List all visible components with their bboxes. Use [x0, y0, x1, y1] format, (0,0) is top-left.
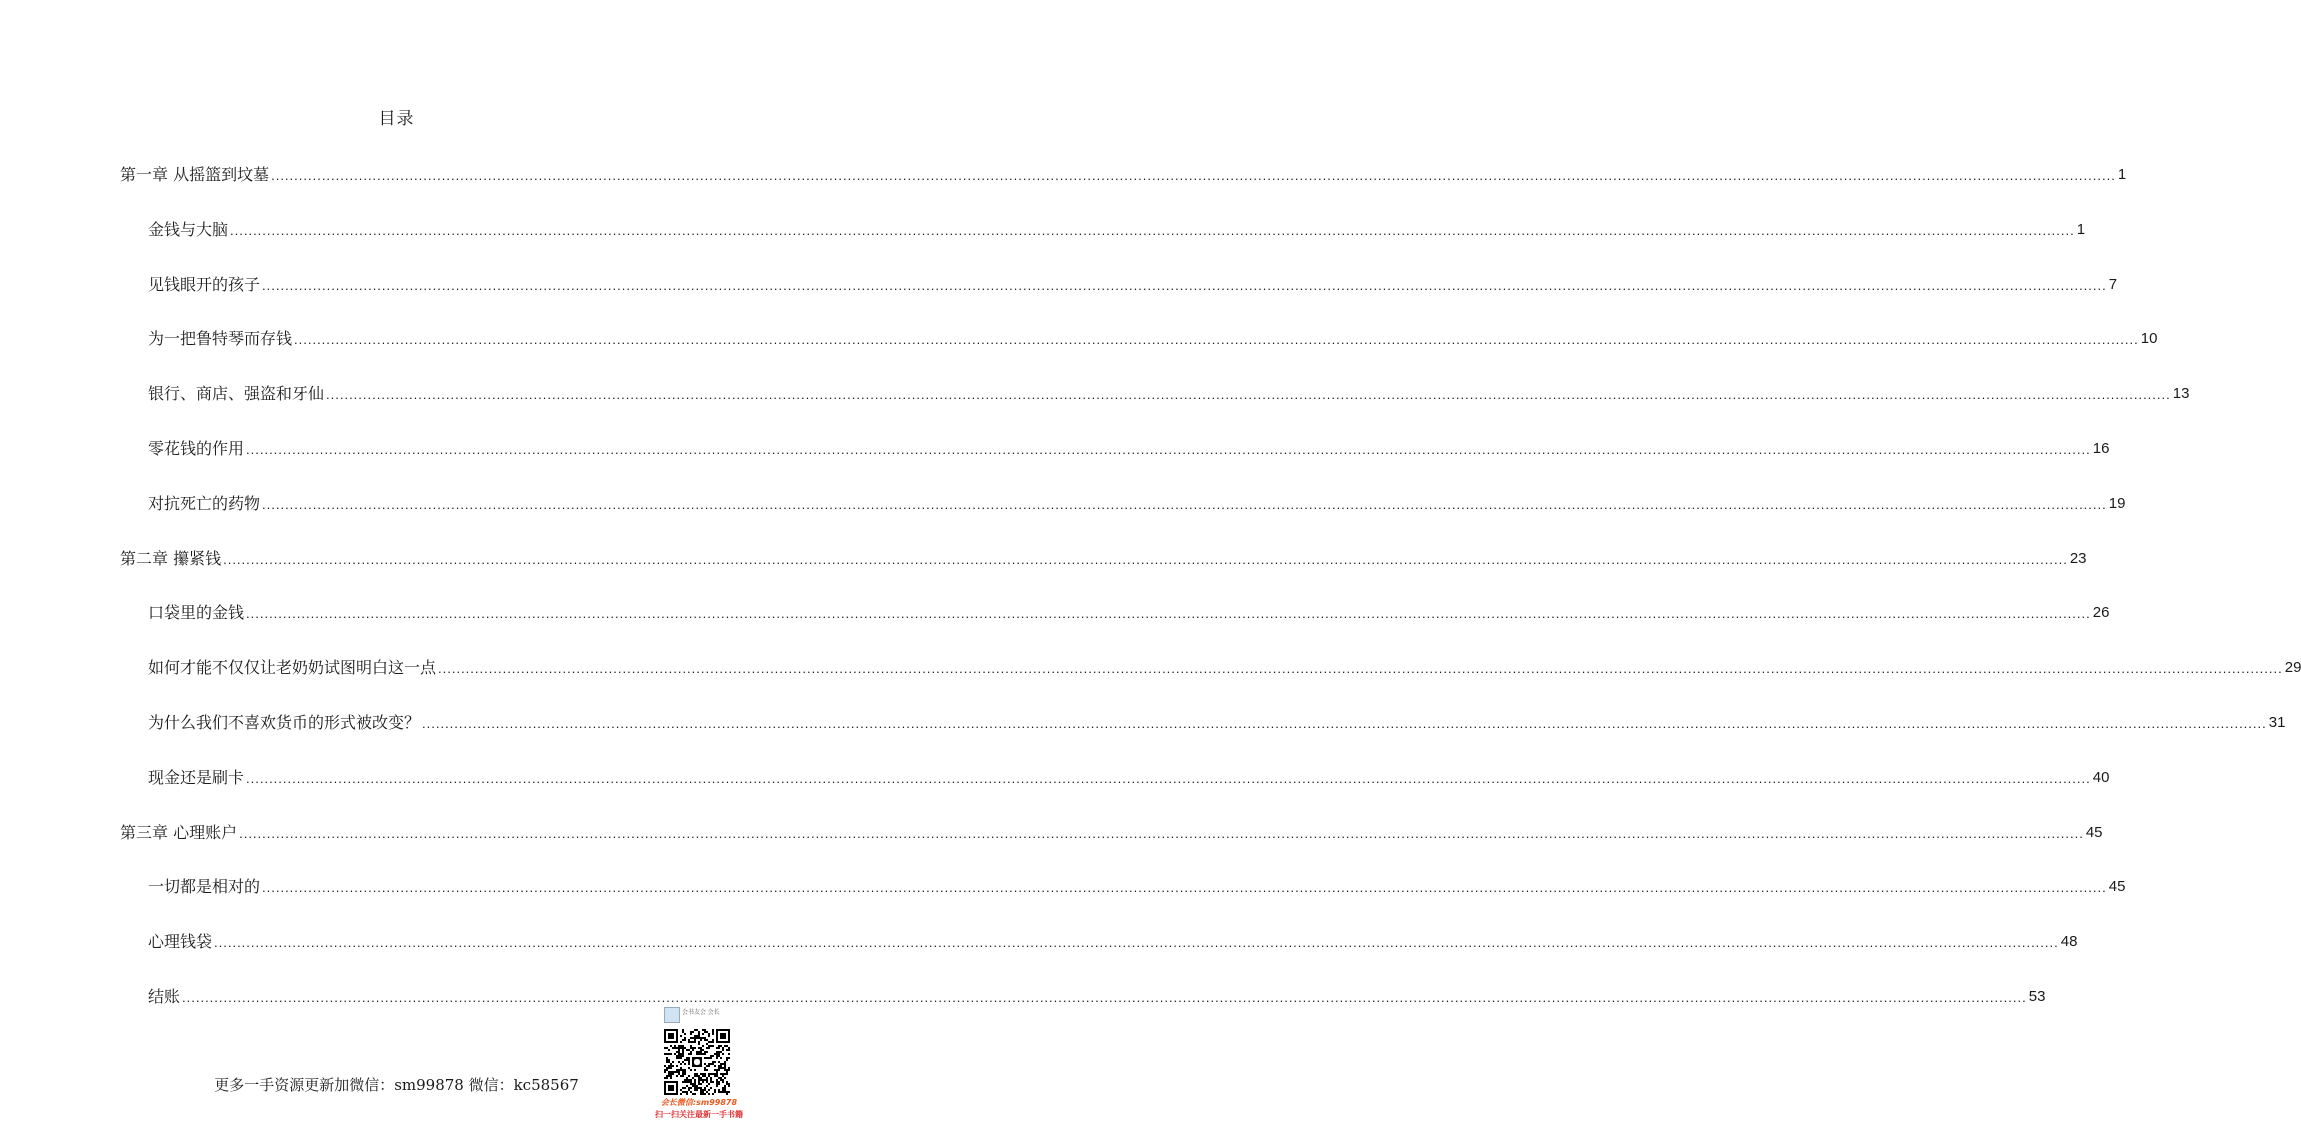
toc-page-number: 26 — [2092, 604, 2110, 622]
toc-entry-title: 第三章 心理账户 — [120, 822, 238, 842]
qr-caption-scan: 扫一扫关注最新一手书籍 — [655, 1110, 743, 1119]
toc-leader-dots: ................................................................................................................................................................................................................................................................................................................................................................................................................ — [294, 332, 2139, 348]
toc-entry-title: 结账 — [148, 987, 181, 1006]
toc-entry-title: 零花钱的作用 — [148, 439, 245, 458]
toc-leader-dots: ................................................................................................................................................................................................................................................................................................................................................................................................................ — [246, 442, 2091, 457]
toc-page-number: 45 — [2108, 878, 2126, 896]
toc-leader-dots: ................................................................................................................................................................................................................................................................................................................................................................................................................ — [262, 277, 2107, 293]
toc-section-row[interactable] — [148, 599, 2110, 623]
toc-chapter-row[interactable] — [120, 819, 2103, 843]
toc-entry-title: 为一把鲁特琴而存钱 — [148, 329, 293, 349]
toc-leader-dots: ................................................................................................................................................................................................................................................................................................................................................................................................................ — [214, 935, 2059, 951]
toc-leader-dots: ................................................................................................................................................................................................................................................................................................................................................................................................................ — [271, 168, 2116, 183]
toc-section-row[interactable] — [148, 873, 2126, 897]
toc-section-row[interactable] — [148, 490, 2126, 514]
toc-entry-title: 现金还是刷卡 — [148, 767, 245, 787]
toc-page-number: 19 — [2108, 494, 2126, 512]
qr-account-name: 会书友会 会长 — [682, 1010, 720, 1016]
toc-page-number: 29 — [2284, 659, 2301, 677]
toc-leader-dots: ................................................................................................................................................................................................................................................................................................................................................................................................................ — [422, 716, 2267, 731]
toc-entry-title: 金钱与大脑 — [148, 219, 229, 239]
toc-section-row[interactable] — [148, 271, 2118, 295]
toc-section-row[interactable] — [148, 654, 2301, 678]
toc-entry-title: 银行、商店、强盗和牙仙 — [148, 384, 325, 404]
toc-leader-dots: ................................................................................................................................................................................................................................................................................................................................................................................................................ — [262, 880, 2107, 896]
toc-chapter-row[interactable] — [120, 545, 2087, 569]
toc-leader-dots: ................................................................................................................................................................................................................................................................................................................................................................................................................ — [230, 222, 2075, 238]
toc-entry-title: 见钱眼开的孩子 — [148, 274, 261, 294]
toc-entry-title: 一切都是相对的 — [148, 877, 261, 897]
toc-leader-dots: ................................................................................................................................................................................................................................................................................................................................................................................................................ — [246, 606, 2091, 622]
qr-caption-wechat: 会长微信:sm99878 — [660, 1098, 738, 1107]
toc-section-row[interactable] — [148, 764, 2110, 788]
avatar — [664, 1007, 680, 1023]
toc-section-row[interactable] — [148, 709, 2286, 733]
toc-entry-title: 如何才能不仅仅让老奶奶试图明白这一点 — [148, 658, 437, 678]
toc-page-number: 1 — [2076, 220, 2086, 238]
toc-section-row[interactable] — [148, 325, 2158, 349]
qr-header — [664, 1007, 744, 1029]
toc-page-number: 13 — [2172, 385, 2190, 403]
toc-section-row[interactable] — [148, 928, 2078, 952]
toc-page-number: 1 — [2117, 166, 2127, 183]
toc-leader-dots: ................................................................................................................................................................................................................................................................................................................................................................................................................ — [223, 551, 2068, 567]
toc-leader-dots: ................................................................................................................................................................................................................................................................................................................................................................................................................ — [326, 387, 2171, 403]
toc-leader-dots: ................................................................................................................................................................................................................................................................................................................................................................................................................ — [182, 990, 2027, 1005]
toc-leader-dots: ................................................................................................................................................................................................................................................................................................................................................................................................................ — [246, 770, 2091, 786]
toc-entry-title: 口袋里的金钱 — [148, 603, 245, 623]
toc-page-number: 23 — [2069, 549, 2087, 567]
toc-page-number: 10 — [2140, 330, 2158, 348]
toc-section-row[interactable] — [148, 435, 2110, 459]
toc-page-number: 7 — [2108, 275, 2118, 293]
toc-page-number: 31 — [2268, 714, 2286, 731]
toc-page-number: 48 — [2060, 933, 2078, 951]
toc-entry-title: 第二章 攥紧钱 — [120, 548, 222, 568]
toc-entry-title: 心理钱袋 — [148, 932, 213, 952]
toc-page-number: 16 — [2092, 440, 2110, 457]
toc-leader-dots: ................................................................................................................................................................................................................................................................................................................................................................................................................ — [239, 825, 2084, 841]
toc-entry-title: 对抗死亡的药物 — [148, 493, 261, 513]
toc-page-number: 53 — [2028, 988, 2046, 1005]
page-title: 目录 — [378, 109, 415, 129]
toc-section-row[interactable] — [148, 983, 2046, 1007]
toc-page-number: 45 — [2085, 823, 2103, 841]
toc-entry-title: 第一章 从摇篮到坟墓 — [120, 165, 270, 184]
qr-badge — [640, 1003, 758, 1121]
footer-note: 更多一手资源更新加微信：sm99878 微信：kc58567 — [214, 1076, 579, 1094]
toc-entry-title: 为什么我们不喜欢货币的形式被改变？ — [148, 713, 421, 732]
toc-leader-dots: ................................................................................................................................................................................................................................................................................................................................................................................................................ — [438, 661, 2283, 677]
toc-chapter-row[interactable] — [120, 161, 2127, 185]
toc-section-row[interactable] — [148, 380, 2190, 404]
toc-page-number: 40 — [2092, 768, 2110, 786]
qr-code — [664, 1029, 730, 1095]
toc-section-row[interactable] — [148, 216, 2086, 240]
toc-leader-dots: ................................................................................................................................................................................................................................................................................................................................................................................................................ — [262, 496, 2107, 512]
